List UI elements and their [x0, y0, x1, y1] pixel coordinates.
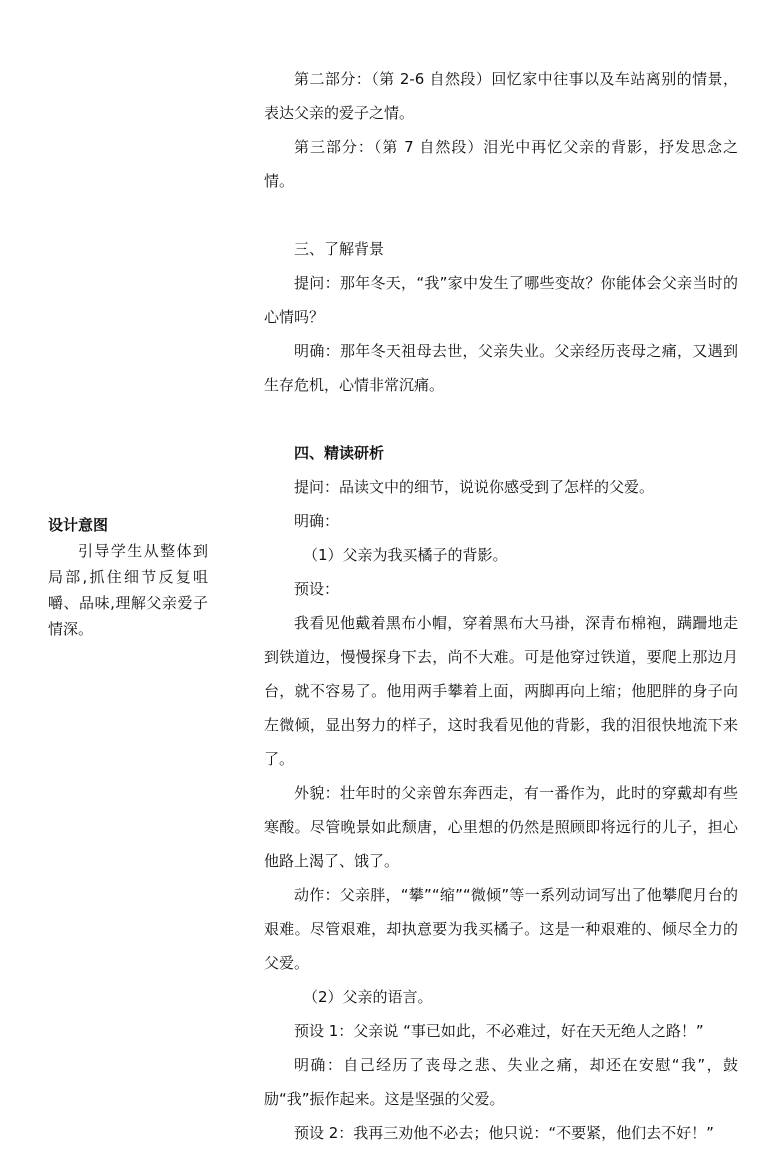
subheading: （1）父亲为我买橘子的背影。 — [303, 546, 508, 564]
paragraph: 预设： — [294, 580, 340, 598]
paragraph: 第三部分：（第 7 自然段）泪光中再忆父亲的背影，抒发思念之情。 — [264, 138, 738, 190]
paragraph: 提问：品读文中的细节，说说你感受到了怎样的父爱。 — [294, 478, 655, 496]
quoted-passage: 我看见他戴着黑布小帽，穿着黑布大马褂，深青布棉袍，蹒跚地走到铁道边，慢慢探身下去，尚不大难。可是他穿过铁道，要爬上那边月台，就不容易了。他用两手攀着上面，两脚再向上缩；他肥胖的身子向左微倾，显出努力的样子，这时我看见他的背影，我的泪很快地流下来了。 — [264, 614, 738, 768]
section-heading: 四、精读研析 — [294, 444, 385, 462]
paragraph: 提问：那年冬天，“我”家中发生了哪些变故？你能体会父亲当时的心情吗？ — [264, 274, 738, 326]
sidebar-body: 引导学生从整体到局部,抓住细节反复咀嚼、品味,理解父亲爱子情深。 — [48, 542, 208, 638]
paragraph: 明确： — [294, 512, 340, 530]
paragraph: 明确：自己经历了丧母之悲、失业之痛，却还在安慰“我”，鼓励“我”振作起来。这是坚强的父爱。 — [264, 1056, 738, 1108]
paragraph: 外貌：壮年时的父亲曾东奔西走，有一番作为，此时的穿戴却有些寒酸。尽管晚景如此颓唐，心里想的仍然是照顾即将远行的儿子，担心他路上渴了、饿了。 — [264, 784, 738, 870]
sidebar-title: 设计意图 — [48, 516, 109, 534]
paragraph: 预设 1：父亲说 “事已如此，不必难过，好在天无绝人之路！” — [294, 1022, 704, 1040]
subheading: （2）父亲的语言。 — [303, 988, 433, 1006]
paragraph: 动作：父亲胖，“攀”“缩”“微倾”等一系列动词写出了他攀爬月台的艰难。尽管艰难，却执意要为我买橘子。这是一种艰难的、倾尽全力的父爱。 — [264, 886, 738, 972]
paragraph: 预设 2：我再三劝他不必去；他只说：“不要紧，他们去不好！” — [294, 1124, 714, 1142]
paragraph: 明确：那年冬天祖母去世，父亲失业。父亲经历丧母之痛，又遇到生存危机，心情非常沉痛。 — [264, 342, 738, 394]
section-heading: 三、了解背景 — [294, 240, 385, 258]
design-intent-sidebar — [48, 512, 208, 642]
main-content — [264, 62, 738, 1150]
paragraph: 第二部分：（第 2-6 自然段）回忆家中往事以及车站离别的情景，表达父亲的爱子之情。 — [264, 70, 738, 122]
